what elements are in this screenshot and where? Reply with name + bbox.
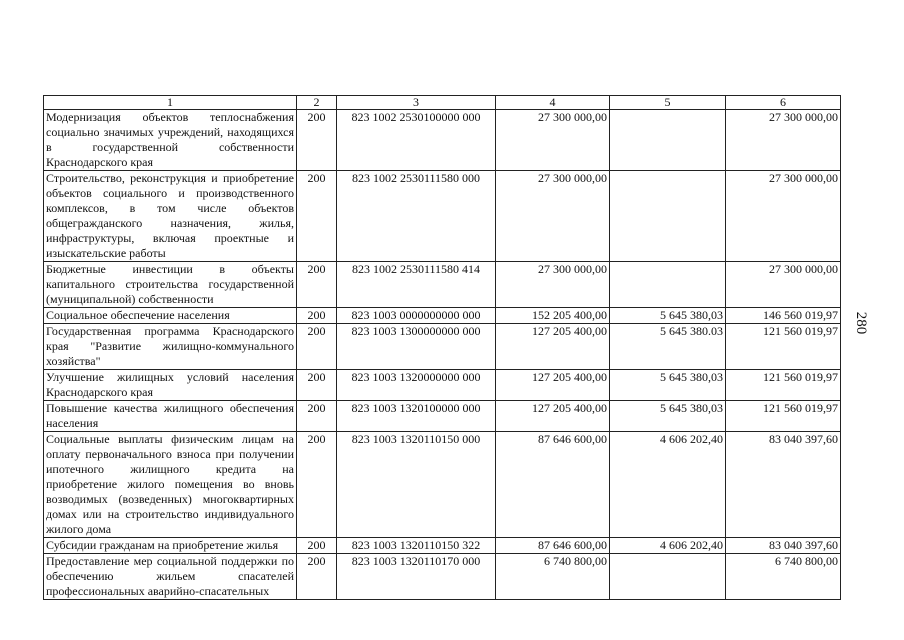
- cell-amount-4: 152 205 400,00: [496, 308, 610, 324]
- cell-amount-6: 6 740 800,00: [726, 554, 841, 600]
- cell-name: Государственная программа Краснодарского края "Развитие жилищно-коммунального хозяйства": [44, 324, 297, 370]
- col-header: 2: [297, 96, 337, 110]
- cell-amount-5: [610, 554, 726, 600]
- table-row: [44, 308, 841, 324]
- cell-code: 823 1003 1300000000 000: [337, 324, 496, 370]
- col-header: 6: [726, 96, 841, 110]
- cell-name: Социальные выплаты физическим лицам на оплату первоначального взноса при получении ипотечного жилищного кредита на приобретение жилого помещения во вновь возводимых (возведенных) многоквартирных домах или на строительство индивидуального жилого дома: [44, 432, 297, 538]
- cell-code: 823 1002 2530100000 000: [337, 110, 496, 171]
- cell-section: 200: [297, 324, 337, 370]
- header-row: [44, 96, 841, 110]
- cell-amount-5: 4 606 202,40: [610, 432, 726, 538]
- cell-amount-5: 5 645 380.03: [610, 324, 726, 370]
- col-header: 1: [44, 96, 297, 110]
- cell-amount-5: [610, 110, 726, 171]
- cell-section: 200: [297, 262, 337, 308]
- cell-amount-6: 27 300 000,00: [726, 110, 841, 171]
- cell-code: 823 1002 2530111580 414: [337, 262, 496, 308]
- cell-amount-4: 127 205 400,00: [496, 370, 610, 401]
- cell-amount-4: 27 300 000,00: [496, 171, 610, 262]
- table-row: [44, 262, 841, 308]
- cell-amount-5: [610, 262, 726, 308]
- table-row: [44, 324, 841, 370]
- cell-amount-4: 87 646 600,00: [496, 538, 610, 554]
- cell-amount-6: 83 040 397,60: [726, 538, 841, 554]
- cell-amount-6: 83 040 397,60: [726, 432, 841, 538]
- cell-section: 200: [297, 538, 337, 554]
- cell-amount-4: 127 205 400,00: [496, 324, 610, 370]
- cell-amount-4: 27 300 000,00: [496, 262, 610, 308]
- cell-amount-6: 121 560 019,97: [726, 370, 841, 401]
- cell-amount-6: 27 300 000,00: [726, 171, 841, 262]
- table-row: [44, 171, 841, 262]
- cell-section: 200: [297, 554, 337, 600]
- table-row: [44, 538, 841, 554]
- cell-code: 823 1003 1320100000 000: [337, 401, 496, 432]
- cell-code: 823 1003 1320000000 000: [337, 370, 496, 401]
- col-header: 4: [496, 96, 610, 110]
- cell-amount-6: 146 560 019,97: [726, 308, 841, 324]
- col-header: 3: [337, 96, 496, 110]
- cell-name: Субсидии гражданам на приобретение жилья: [44, 538, 297, 554]
- cell-amount-4: 127 205 400,00: [496, 401, 610, 432]
- table-row: [44, 370, 841, 401]
- cell-code: 823 1003 1320110150 000: [337, 432, 496, 538]
- cell-section: 200: [297, 171, 337, 262]
- cell-amount-5: 4 606 202,40: [610, 538, 726, 554]
- cell-name: Строительство, реконструкция и приобретение объектов социального и производственного комплексов, в том числе объектов общегражданского назначения, жилья, инфраструктуры, включая проектные и изыскательские работы: [44, 171, 297, 262]
- cell-name: Предоставление мер социальной поддержки по обеспечению жильем спасателей профессиональных аварийно-спасательных: [44, 554, 297, 600]
- cell-code: 823 1003 1320110170 000: [337, 554, 496, 600]
- cell-code: 823 1003 0000000000 000: [337, 308, 496, 324]
- col-header: 5: [610, 96, 726, 110]
- cell-code: 823 1002 2530111580 000: [337, 171, 496, 262]
- cell-amount-5: 5 645 380,03: [610, 370, 726, 401]
- cell-amount-5: 5 645 380,03: [610, 308, 726, 324]
- table-row: [44, 432, 841, 538]
- cell-amount-5: 5 645 380,03: [610, 401, 726, 432]
- cell-amount-5: [610, 171, 726, 262]
- cell-name: Социальное обеспечение населения: [44, 308, 297, 324]
- table-row: [44, 401, 841, 432]
- page-number: 280: [853, 311, 869, 335]
- cell-name: Модернизация объектов теплоснабжения социально значимых учреждений, находящихся в государственной собственности Краснодарского края: [44, 110, 297, 171]
- cell-amount-6: 27 300 000,00: [726, 262, 841, 308]
- cell-section: 200: [297, 110, 337, 171]
- cell-amount-4: 6 740 800,00: [496, 554, 610, 600]
- cell-name: Бюджетные инвестиции в объекты капитального строительства государственной (муниципальной) собственности: [44, 262, 297, 308]
- table-row: [44, 554, 841, 600]
- budget-table: [43, 95, 841, 600]
- cell-section: 200: [297, 401, 337, 432]
- cell-name: Повышение качества жилищного обеспечения населения: [44, 401, 297, 432]
- cell-amount-6: 121 560 019,97: [726, 324, 841, 370]
- cell-amount-6: 121 560 019,97: [726, 401, 841, 432]
- cell-section: 200: [297, 432, 337, 538]
- cell-amount-4: 27 300 000,00: [496, 110, 610, 171]
- cell-name: Улучшение жилищных условий населения Краснодарского края: [44, 370, 297, 401]
- cell-section: 200: [297, 308, 337, 324]
- cell-code: 823 1003 1320110150 322: [337, 538, 496, 554]
- cell-amount-4: 87 646 600,00: [496, 432, 610, 538]
- cell-section: 200: [297, 370, 337, 401]
- table-row: [44, 110, 841, 171]
